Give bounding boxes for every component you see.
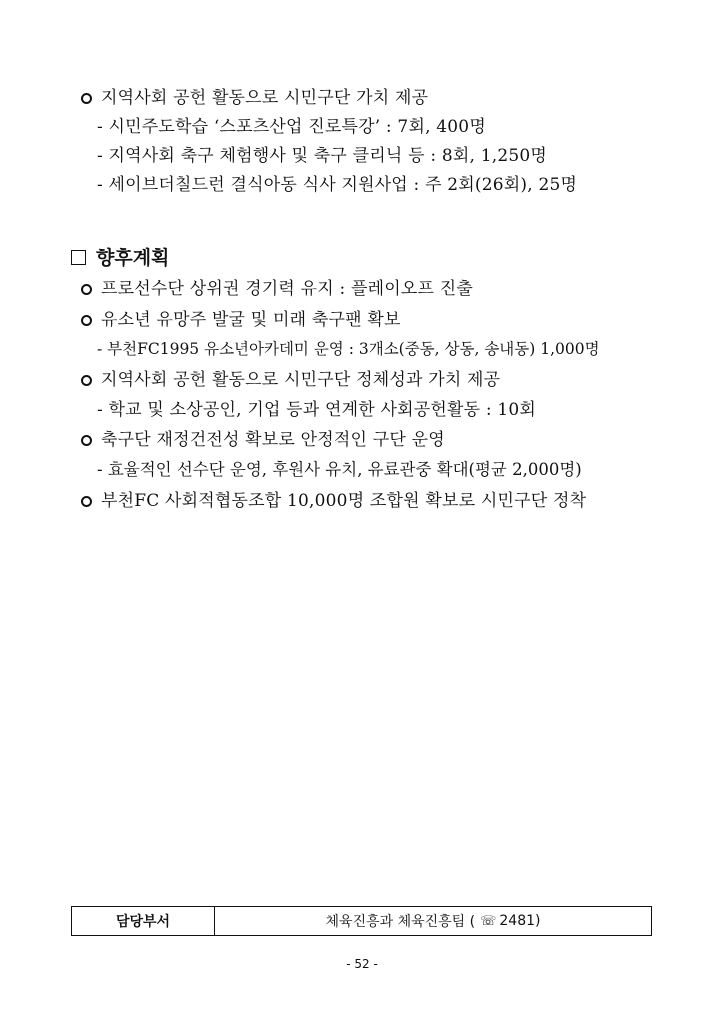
list-item	[81, 278, 473, 300]
item-text: 지역사회 공헌 활동으로 시민구단 가치 제공	[101, 88, 429, 108]
item-text: 프로선수단 상위권 경기력 유지 : 플레이오프 진출	[101, 279, 473, 299]
department-value	[215, 907, 651, 935]
page-number: - 52 -	[346, 957, 378, 971]
department-table	[71, 906, 652, 936]
list-item	[97, 174, 577, 196]
circle-bullet-icon	[81, 284, 92, 295]
item-text: 부천FC 사회적협동조합 10,000명 조합원 확보로 시민구단 정착	[101, 491, 587, 511]
phone-icon: ☏	[480, 913, 497, 929]
list-item	[81, 429, 445, 451]
item-text: - 효율적인 선수단 운영, 후원사 유치, 유료관중 확대(평균 2,000명)	[97, 460, 582, 479]
list-item	[97, 116, 486, 138]
item-text: - 지역사회 축구 체험행사 및 축구 클리닉 등 : 8회, 1,250명	[97, 146, 548, 166]
circle-bullet-icon	[81, 375, 92, 386]
list-item	[81, 309, 401, 331]
heading-text: 향후계획	[96, 247, 170, 269]
item-text: 유소년 유망주 발굴 및 미래 축구팬 확보	[101, 310, 401, 330]
list-item	[97, 459, 582, 481]
item-text: 축구단 재정건전성 확보로 안정적인 구단 운영	[101, 430, 445, 450]
list-item	[81, 87, 428, 109]
department-label: 담당부서	[72, 907, 215, 935]
list-item	[81, 369, 500, 391]
list-item	[81, 490, 586, 512]
square-bullet-icon	[71, 250, 86, 265]
item-text: - 학교 및 소상공인, 기업 등과 연계한 사회공헌활동 : 10회	[97, 400, 537, 420]
section-heading	[71, 245, 169, 271]
circle-bullet-icon	[81, 435, 92, 446]
list-item	[97, 145, 547, 167]
list-item	[97, 399, 536, 421]
department-name: 체육진흥과 체육진흥팀 (	[325, 914, 476, 930]
circle-bullet-icon	[81, 93, 92, 104]
item-text: - 세이브더칠드런 결식아동 식사 지원사업 : 주 2회(26회), 25명	[97, 175, 578, 195]
circle-bullet-icon	[81, 496, 92, 507]
item-text: - 시민주도학습 ‘스포츠산업 진로특강’ : 7회, 400명	[97, 117, 486, 137]
list-item	[97, 338, 600, 360]
item-text: 지역사회 공헌 활동으로 시민구단 정체성과 가치 제공	[101, 370, 501, 390]
circle-bullet-icon	[81, 315, 92, 326]
phone-extension: 2481)	[499, 913, 541, 929]
item-text: - 부천FC1995 유소년아카데미 운영 : 3개소(중동, 상동, 송내동) 1,000명	[97, 340, 600, 358]
